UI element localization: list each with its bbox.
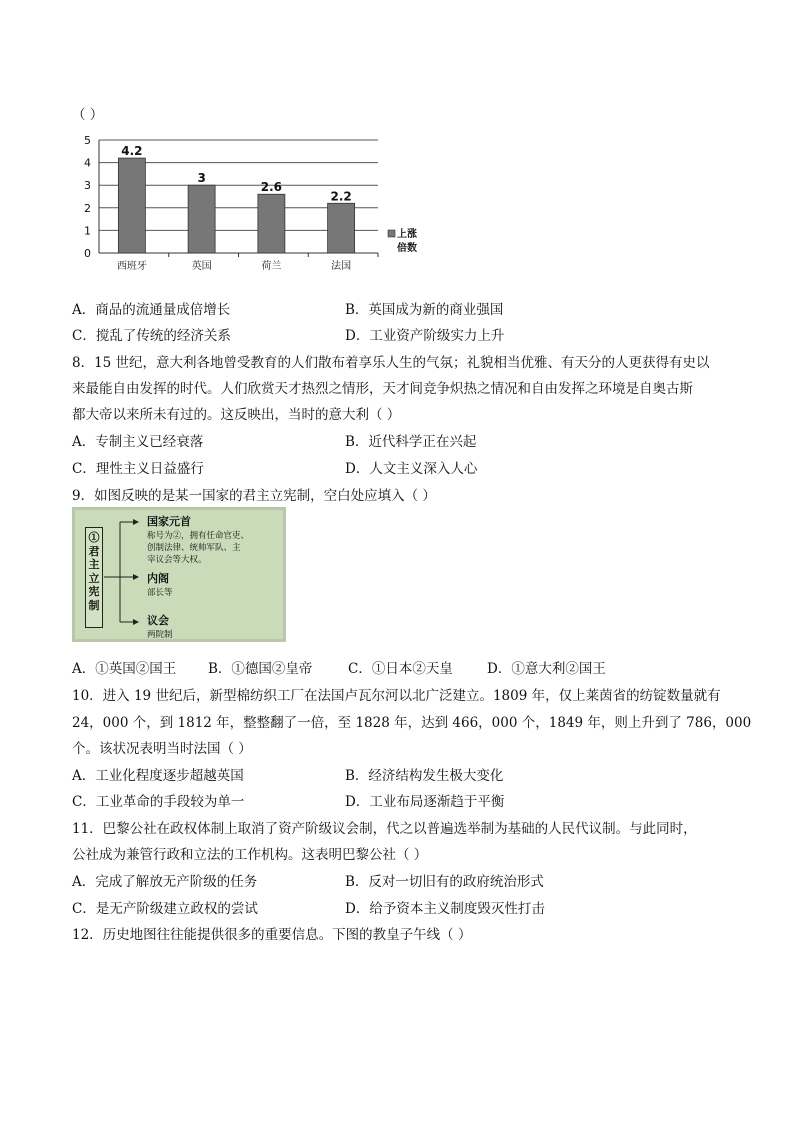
q9-option-a[interactable]: A．①英国②国王 <box>72 661 177 677</box>
y-tick-label: 1 <box>84 224 91 238</box>
q10-option-d[interactable]: D．工业布局逐渐趋于平衡 <box>345 794 505 810</box>
diagram-parliament-desc: 两院制 <box>147 630 173 640</box>
q10-option-a[interactable]: A．工业化程度逐步超越英国 <box>72 768 244 784</box>
q8-option-d[interactable]: D．人文主义深入人心 <box>345 461 478 477</box>
legend-label-line1: 上涨 <box>397 229 417 240</box>
q11-option-c[interactable]: C．是无产阶级建立政权的尝试 <box>72 901 258 917</box>
q8-stem-line1: 8．15 世纪，意大利各地曾受教育的人们散布着享乐人生的气氛；礼貌相当优雅、有天分的人更获得有史以 <box>72 355 710 371</box>
diagram-head-desc-2: 创制法律、统帅军队、主 <box>147 543 241 553</box>
bar-data-label: 2.6 <box>260 180 283 195</box>
bar <box>258 194 285 253</box>
y-tick-label: 0 <box>84 247 91 260</box>
diagram-head-desc-3: 宰议会等大权。 <box>147 555 207 565</box>
q9-option-b[interactable]: B．①德国②皇帝 <box>208 661 313 677</box>
q8-option-c[interactable]: C．理性主义日益盛行 <box>72 461 204 477</box>
x-category-label: 荷兰 <box>261 261 282 272</box>
diagram-vertical-label: ①君主立宪制 <box>85 527 103 628</box>
diagram-head-title: 国家元首 <box>147 515 191 528</box>
q10-option-b[interactable]: B．经济结构发生极大变化 <box>345 768 504 784</box>
q7-option-b[interactable]: B．英国成为新的商业强国 <box>345 302 504 318</box>
constitutional-monarchy-diagram <box>72 507 286 642</box>
q8-option-b[interactable]: B．近代科学正在兴起 <box>345 434 477 450</box>
q8-option-a[interactable]: A．专制主义已经衰落 <box>72 434 204 450</box>
bar-data-label: 4.2 <box>121 144 143 159</box>
y-tick-label: 3 <box>84 179 91 193</box>
x-category-label: 法国 <box>331 261 352 272</box>
y-tick-label: 2 <box>84 201 91 215</box>
q7-option-c[interactable]: C．搅乱了传统的经济关系 <box>72 328 231 344</box>
q11-stem-line2: 公社成为兼管行政和立法的工作机构。这表明巴黎公社（ ） <box>72 847 428 863</box>
legend-swatch <box>388 230 395 237</box>
diagram-parliament-title: 议会 <box>147 614 169 627</box>
bar <box>188 185 215 253</box>
q7-option-d[interactable]: D．工业资产阶级实力上升 <box>345 328 505 344</box>
q9-stem: 9．如图反映的是某一国家的君主立宪制，空白处应填入（ ） <box>72 488 436 504</box>
q8-stem-line3: 都大帝以来所未有过的。这反映出，当时的意大利（ ） <box>72 407 401 423</box>
legend-label-line2: 倍数 <box>397 243 417 254</box>
bar-data-label: 3 <box>197 171 206 186</box>
q8-stem-line2: 来最能自由发挥的时代。人们欣赏天才热烈之情形，天才间竞争炽热之情况和自由发挥之环境是自奥古斯 <box>72 381 693 397</box>
x-category-label: 西班牙 <box>116 261 147 272</box>
bar-data-label: 2.2 <box>330 189 352 204</box>
q10-stem-line2: 24，000 个，到 1812 年，整整翻了一倍，至 1828 年，达到 466，000 个，1849 年，则上升到了 786，000 <box>72 715 752 731</box>
x-category-label: 英国 <box>191 261 212 272</box>
q7-answer-blank: （ ） <box>72 107 104 123</box>
q9-option-c[interactable]: C．①日本②天皇 <box>348 661 453 677</box>
q11-option-b[interactable]: B．反对一切旧有的政府统治形式 <box>345 874 544 890</box>
y-tick-label: 5 <box>84 134 91 147</box>
diagram-head-desc-1: 称号为②，拥有任命官吏、 <box>147 531 250 541</box>
q11-option-a[interactable]: A．完成了解放无产阶级的任务 <box>72 874 258 890</box>
diagram-cabinet-desc: 部长等 <box>147 588 173 598</box>
bar-chart <box>80 130 440 280</box>
q11-option-d[interactable]: D．给予资本主义制度毁灭性打击 <box>345 901 545 917</box>
q10-stem-line1: 10．进入 19 世纪后，新型棉纺织工厂在法国卢瓦尔河以北广泛建立。1809 年，仅上莱茵省的纺锭数量就有 <box>72 688 721 704</box>
y-tick-label: 4 <box>84 156 91 170</box>
diagram-cabinet-title: 内阁 <box>147 572 169 585</box>
q11-stem-line1: 11．巴黎公社在政权体制上取消了资产阶级议会制，代之以普遍选举制为基础的人民代议制。与此同时， <box>72 821 697 837</box>
q10-stem-line3: 个。该状况表明当时法国（ ） <box>72 741 252 757</box>
q9-option-d[interactable]: D．①意大利②国王 <box>487 661 606 677</box>
bar <box>118 158 145 253</box>
bar <box>328 203 355 253</box>
q7-option-a[interactable]: A．商品的流通量成倍增长 <box>72 302 231 318</box>
q12-stem: 12．历史地图往往能提供很多的重要信息。下图的教皇子午线（ ） <box>72 927 472 943</box>
q10-option-c[interactable]: C．工业革命的手段较为单一 <box>72 794 245 810</box>
